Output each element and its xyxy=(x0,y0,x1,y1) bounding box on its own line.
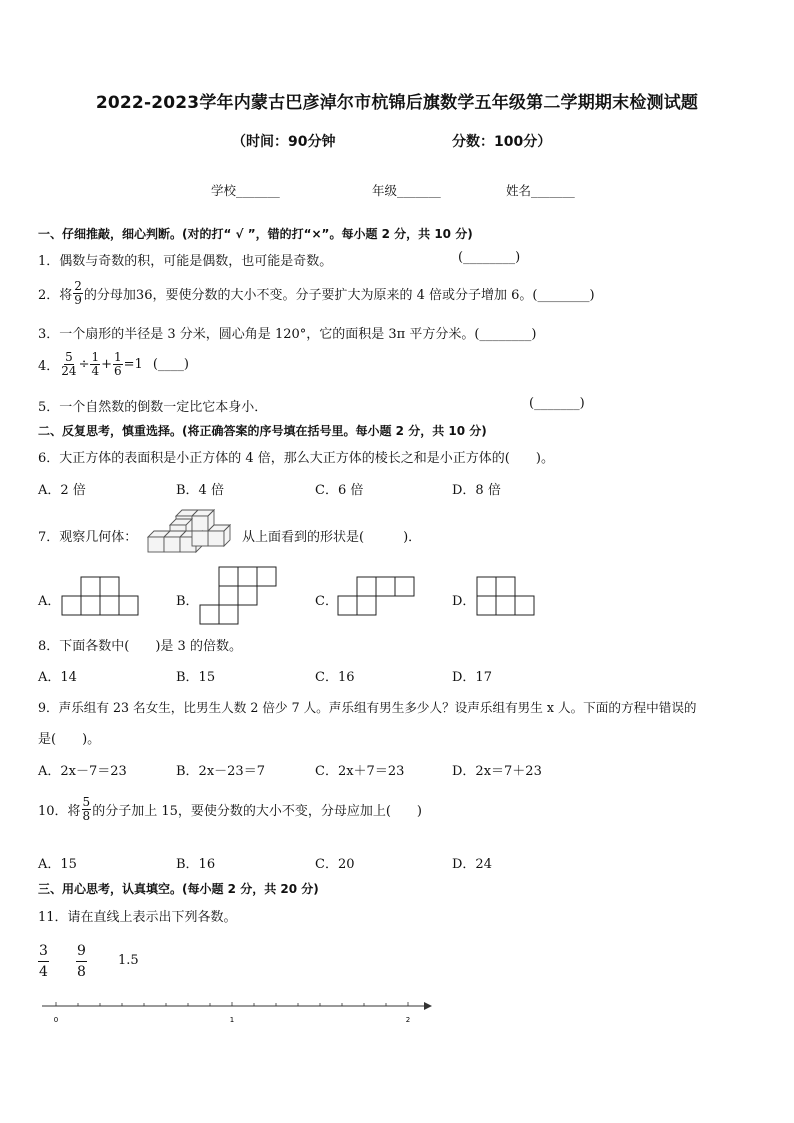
q11-number-3: 1.5 xyxy=(118,953,139,968)
tick-label-0: 0 xyxy=(53,1016,59,1024)
question-4 xyxy=(38,351,189,378)
q8-option-d[interactable]: D．17 xyxy=(452,670,492,685)
q7-option-b-shape xyxy=(200,567,278,625)
question-5: 5．一个自然数的倒数一定比它本身小． xyxy=(38,400,268,415)
q10-option-a[interactable]: A．15 xyxy=(38,857,77,872)
q7-suffix: 从上面看到的形状是( )． xyxy=(242,530,422,545)
section3-heading: 三、用心思考，认真填空。(每小题 2 分，共 20 分) xyxy=(38,882,319,896)
q8-option-c[interactable]: C．16 xyxy=(315,670,355,685)
q10-frac-den: 8 xyxy=(82,809,91,823)
question-8: 8．下面各数中( )是 3 的倍数。 xyxy=(38,639,242,654)
q7-cube-figure xyxy=(146,506,234,558)
question-9-line1: 9．声乐组有 23 名女生，比男生人数 2 倍少 7 人。声乐组有男生多少人？设声乐组有男生 x 人。下面的方程中错误的 xyxy=(38,700,697,715)
q9-option-b[interactable]: B．2x－23＝7 xyxy=(176,764,265,779)
q9-option-c[interactable]: C．2x＋7＝23 xyxy=(315,764,405,779)
q4-f3-den: 6 xyxy=(114,364,122,378)
q7-option-d[interactable]: D． xyxy=(452,594,476,609)
exam-time: （时间：90分钟 xyxy=(232,134,336,150)
q6-option-c[interactable]: C．6 倍 xyxy=(315,483,364,498)
q2-frac-den: 9 xyxy=(74,293,82,307)
q11-number-2 xyxy=(76,940,87,982)
q7-option-a-shape xyxy=(62,576,140,616)
q11-n1-den: 4 xyxy=(39,964,48,980)
q4-frac-1 xyxy=(60,351,77,378)
name-field[interactable]: 姓名_______ xyxy=(506,183,575,198)
q9-option-a[interactable]: A．2x－7＝23 xyxy=(38,764,127,779)
q11-n2-num: 9 xyxy=(76,941,87,962)
cube-front-face xyxy=(164,537,180,552)
q2-prefix: 2．将 xyxy=(38,288,73,303)
q10-frac-num: 5 xyxy=(82,795,91,809)
q10-prefix: 10．将 xyxy=(38,804,81,819)
q4-frac-3 xyxy=(113,351,123,378)
tick-label-2: 2 xyxy=(405,1016,411,1024)
q8-option-b[interactable]: B．15 xyxy=(176,670,216,685)
q9-option-d[interactable]: D．2x＝7＋23 xyxy=(452,764,542,779)
q7-option-d-shape xyxy=(477,576,537,616)
q8-option-a[interactable]: A．14 xyxy=(38,670,77,685)
q11-n2-den: 8 xyxy=(77,964,86,980)
q4-answer-blank[interactable]: (____) xyxy=(152,357,189,372)
cube-front-face xyxy=(192,531,208,546)
q10-fraction xyxy=(82,796,92,823)
q7-prefix: 7．观察几何体： xyxy=(38,530,138,545)
page-title: 2022-2023学年内蒙古巴彦淖尔市杭锦后旗数学五年级第二学期期末检测试题 xyxy=(95,93,699,113)
q5-answer-blank[interactable]: (_______) xyxy=(529,396,585,411)
q4-prefix: 4． xyxy=(38,359,60,374)
q4-f2-num: 1 xyxy=(91,350,100,364)
q6-option-a[interactable]: A．2 倍 xyxy=(38,483,86,498)
q4-f1-num: 5 xyxy=(65,350,73,364)
question-9-line2: 是( )。 xyxy=(38,732,101,747)
cube-front-face xyxy=(192,516,208,531)
q4-f3-num: 1 xyxy=(114,350,122,364)
q10-option-c[interactable]: C．20 xyxy=(315,857,355,872)
q7-option-c[interactable]: C． xyxy=(315,594,338,609)
exam-score: 分数：100分） xyxy=(452,134,552,150)
q7-option-c-shape xyxy=(338,576,418,616)
q6-option-b[interactable]: B．4 倍 xyxy=(176,483,224,498)
q11-n1-num: 3 xyxy=(38,941,49,962)
q4-op1: ÷ xyxy=(78,357,90,372)
grade-field[interactable]: 年级_______ xyxy=(372,183,441,198)
section2-heading: 二、反复思考，慎重选择。(将正确答案的序号填在括号里。每小题 2 分，共 10 分) xyxy=(38,424,487,438)
question-6: 6．大正方体的表面积是小正方体的 4 倍，那么大正方体的棱长之和是小正方体的( )。 xyxy=(38,451,554,466)
q6-option-d[interactable]: D．8 倍 xyxy=(452,483,501,498)
q4-result: =1 xyxy=(123,357,143,372)
cube-front-face xyxy=(208,531,224,546)
q2-frac-num: 2 xyxy=(74,279,82,293)
question-1 xyxy=(38,250,332,269)
school-field[interactable]: 学校_______ xyxy=(211,183,280,198)
q4-op2: + xyxy=(101,357,113,372)
q10-option-b[interactable]: B．16 xyxy=(176,857,216,872)
question-3: 3．一个扇形的半径是 3 分米，圆心角是 120°，它的面积是 3π 平方分米。(________) xyxy=(38,327,537,342)
q4-f2-den: 4 xyxy=(91,364,100,378)
question-10 xyxy=(38,796,422,823)
q4-f1-den: 24 xyxy=(61,364,77,378)
tick-label-1: 1 xyxy=(229,1016,235,1024)
q7-option-b[interactable]: B． xyxy=(176,594,199,609)
section1-heading: 一、仔细推敲，细心判断。(对的打“ √ ”，错的打“×”。每小题 2 分，共 10 分) xyxy=(38,227,473,241)
cube-front-face xyxy=(148,537,164,552)
q4-frac-2 xyxy=(90,351,100,378)
q1-text: 1．偶数与奇数的积，可能是偶数，也可能是奇数。 xyxy=(38,254,333,269)
question-2 xyxy=(38,280,595,307)
question-11: 11．请在直线上表示出下列各数。 xyxy=(38,910,237,925)
q11-number-1 xyxy=(38,940,49,982)
q2-fraction xyxy=(73,280,83,307)
q7-option-a[interactable]: A． xyxy=(38,594,61,609)
q1-answer-blank[interactable]: (________) xyxy=(458,250,521,265)
q11-number-line[interactable] xyxy=(40,998,440,1028)
q2-suffix: 的分母加36，要使分数的大小不变。分子要扩大为原来的 4 倍或分子增加 6。(________) xyxy=(83,288,595,303)
q10-suffix: 的分子加上 15，要使分数的大小不变，分母应加上( ) xyxy=(92,804,423,819)
q10-option-d[interactable]: D．24 xyxy=(452,857,492,872)
